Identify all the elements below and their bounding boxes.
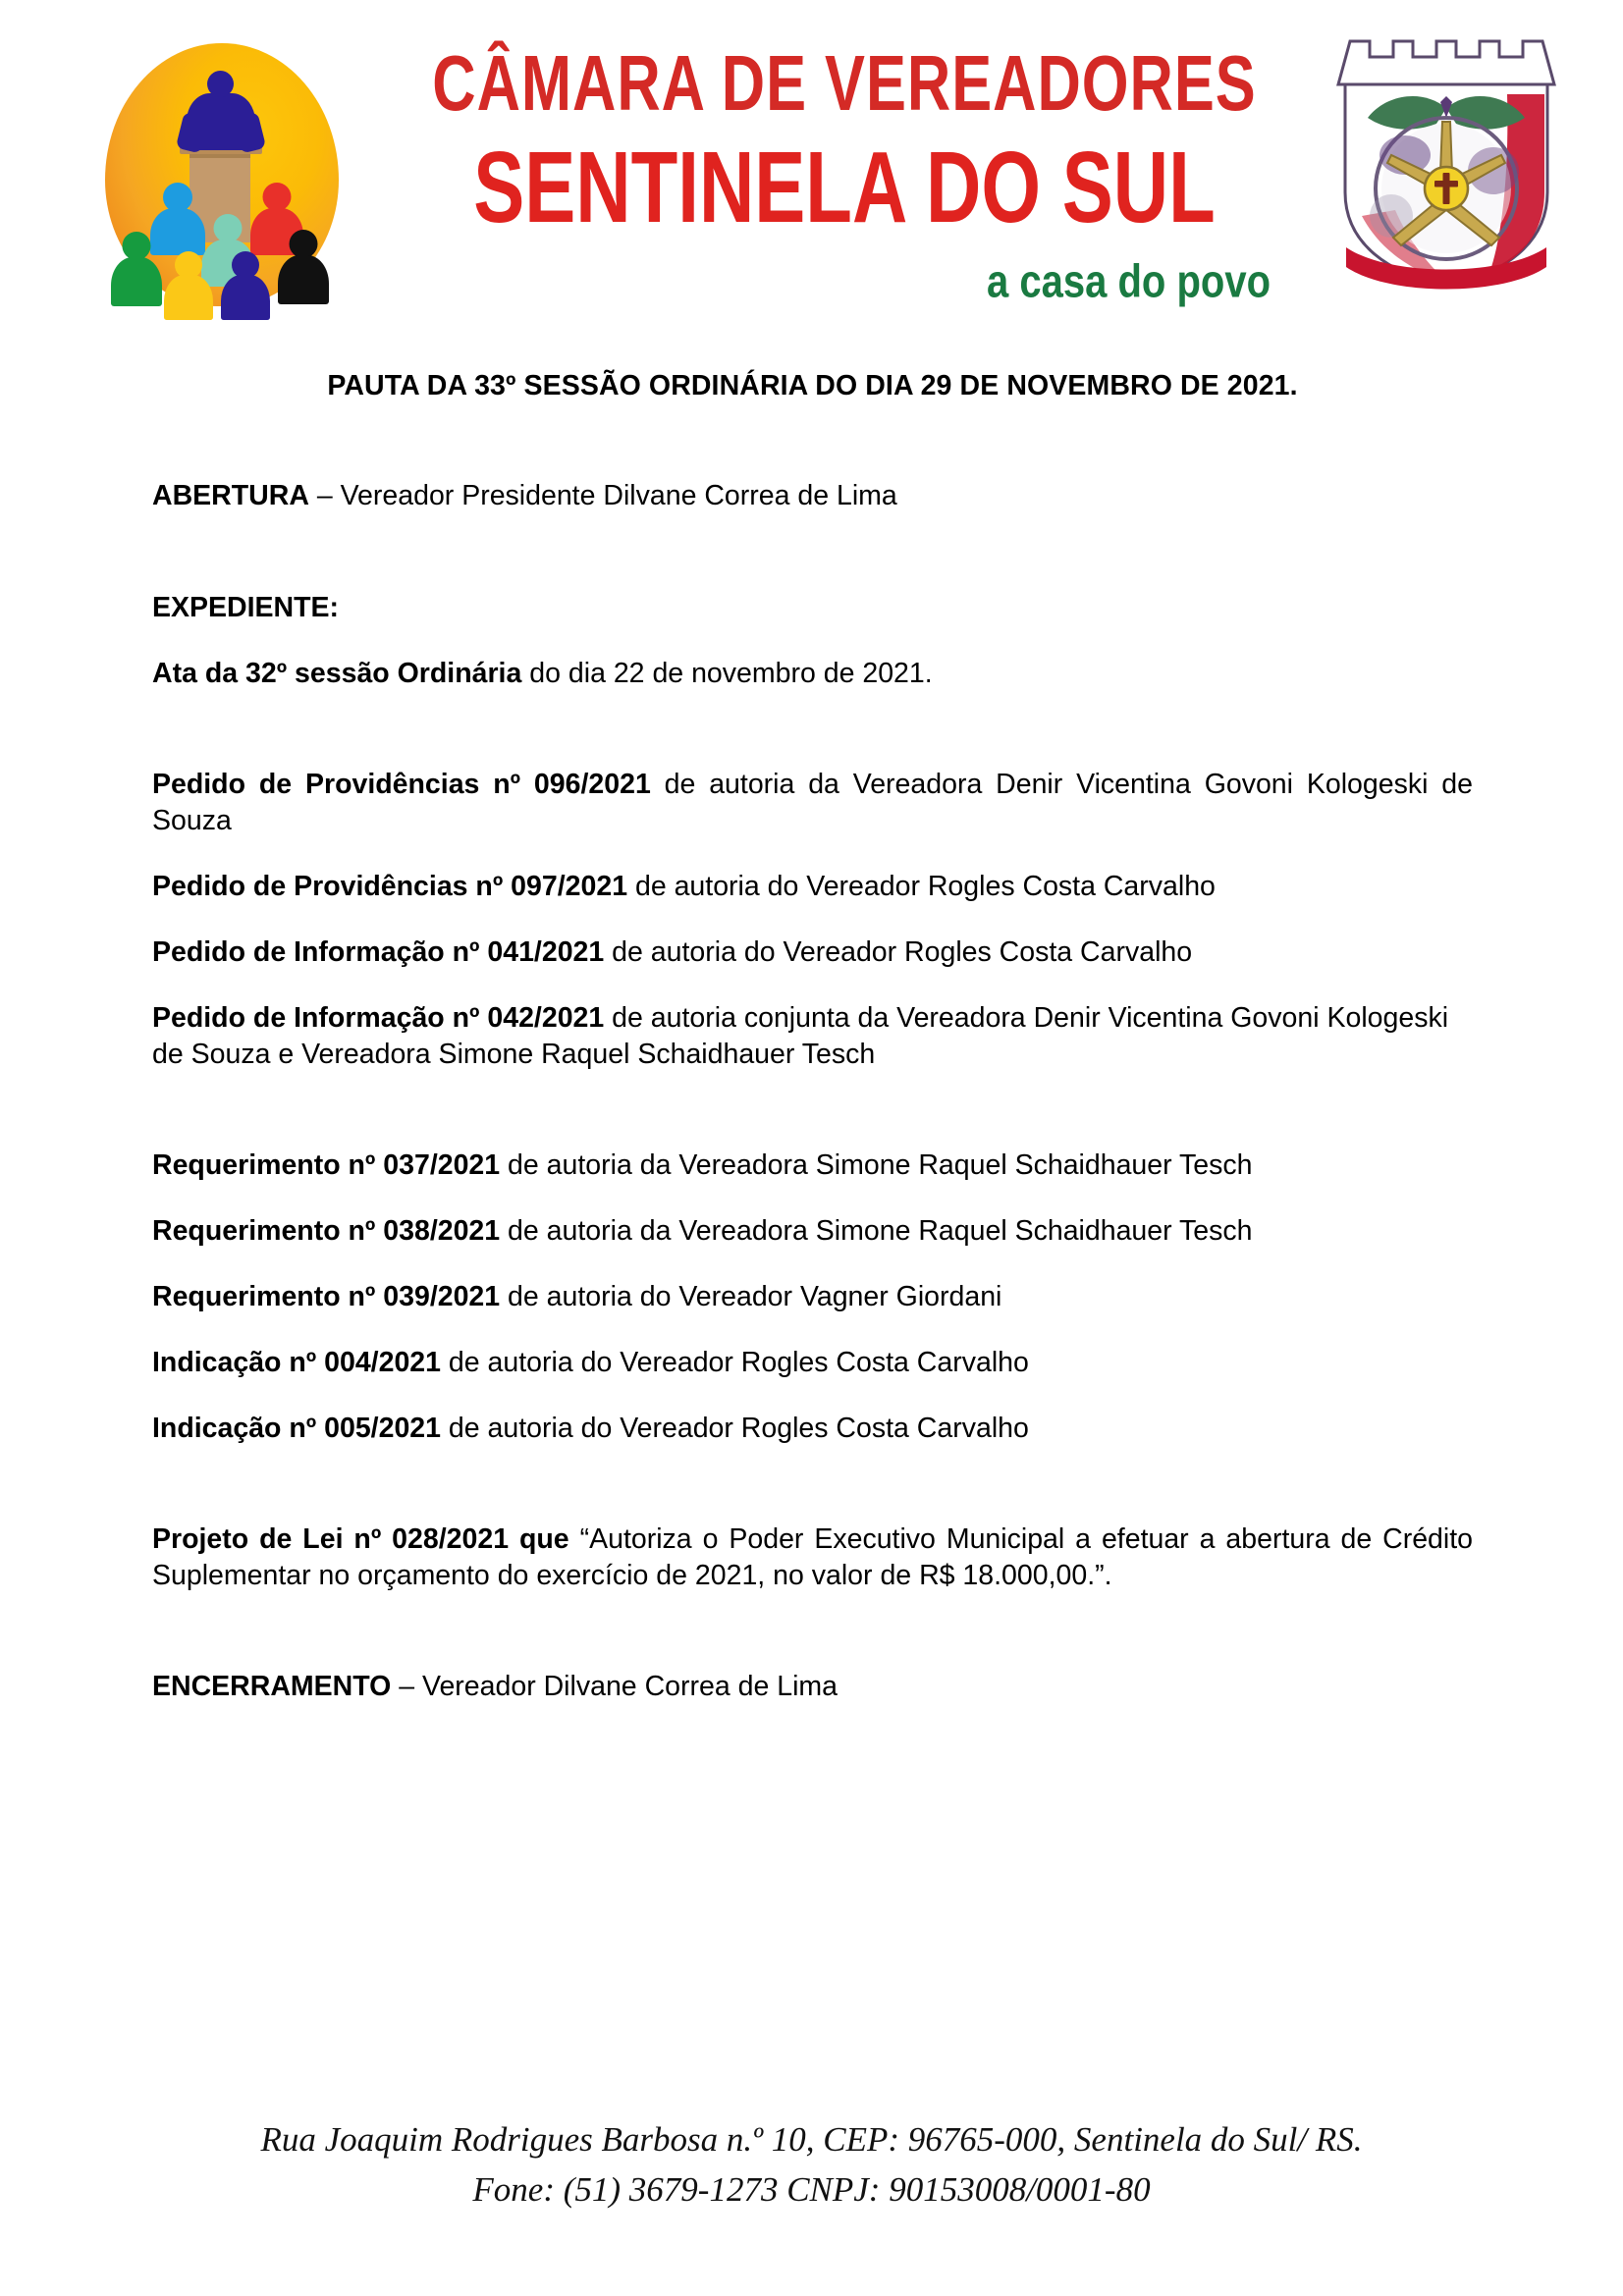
spacer <box>152 626 1473 656</box>
list-item <box>152 1000 1473 1073</box>
item-label: Indicação nº 005/2021 <box>152 1413 441 1445</box>
projeto-text: “Autoriza o Poder Executivo Municipal a efetuar a abertura de Crédito Suplementar no orçamento do exercício de 2021, no valor de R$ 18.000,00.”. <box>152 1523 1473 1592</box>
abertura-label: ABERTURA <box>152 480 309 512</box>
encerramento-text: – Vereador Dilvane Correa de Lima <box>391 1671 838 1703</box>
letterhead-tagline: a casa do povo <box>987 255 1271 307</box>
spacer <box>152 1118 1473 1148</box>
spacer <box>152 1594 1473 1639</box>
letterhead-wordmark <box>412 40 1276 307</box>
spacer <box>152 1492 1473 1522</box>
ata-text: do dia 22 de novembro de 2021. <box>521 657 933 689</box>
item-text: de autoria conjunta da Vereadora Denir Vicentina Govoni Kologeski de Souza e Vereadora Simone Raquel Schaidhauer Tesch <box>152 1001 1449 1070</box>
projeto-label: Projeto de Lei nº 028/2021 que <box>152 1523 569 1556</box>
person-black-icon <box>278 230 329 304</box>
spacer <box>152 561 1473 590</box>
list-item <box>152 1345 1473 1381</box>
list-item <box>152 767 1473 839</box>
item-label: Indicação nº 004/2021 <box>152 1347 441 1379</box>
item-text: de autoria do Vereador Rogles Costa Carvalho <box>441 1347 1029 1379</box>
letterhead-title-line1: CÂMARA DE VEREADORES <box>432 40 1257 128</box>
spacer <box>152 515 1473 561</box>
letterhead-title-line2: SENTINELA DO SUL <box>473 130 1216 244</box>
list-item <box>152 1411 1473 1447</box>
item-text: de autoria do Vereador Rogles Costa Carvalho <box>627 870 1216 902</box>
person-yellow-icon <box>164 251 213 320</box>
list-item <box>152 934 1473 971</box>
item-text: de autoria da Vereadora Denir Vicentina Govoni Kologeski de Souza <box>152 768 1473 836</box>
footer-contact: Fone: (51) 3679-1273 CNPJ: 90153008/0001-80 <box>472 2169 1151 2209</box>
page-footer <box>0 2115 1623 2216</box>
item-text: de autoria do Vereador Rogles Costa Carvalho <box>604 935 1193 968</box>
item-label: Requerimento nº 038/2021 <box>152 1214 501 1247</box>
list-item <box>152 1279 1473 1315</box>
spacer <box>152 1184 1473 1213</box>
spacer <box>152 905 1473 934</box>
camara-logo-icon <box>83 27 363 317</box>
person-navy-icon <box>221 251 270 320</box>
ata-line <box>152 656 1473 692</box>
item-label: Pedido de Informação nº 041/2021 <box>152 935 605 968</box>
speaker-head-icon <box>207 71 234 97</box>
letterhead <box>0 0 1623 344</box>
item-label: Pedido de Providências nº 096/2021 <box>152 768 651 800</box>
item-text: de autoria da Vereadora Simone Raquel Schaidhauer Tesch <box>500 1148 1253 1181</box>
spacer <box>152 1381 1473 1411</box>
coat-of-arms-icon <box>1321 24 1566 294</box>
spacer <box>152 839 1473 869</box>
speaker-body-icon <box>187 93 255 150</box>
encerramento-line <box>152 1669 1473 1705</box>
spacer <box>152 403 1473 449</box>
item-text: de autoria da Vereadora Simone Raquel Schaidhauer Tesch <box>500 1214 1253 1247</box>
encerramento-label: ENCERRAMENTO <box>152 1671 392 1703</box>
item-label: Requerimento nº 037/2021 <box>152 1148 501 1181</box>
spacer <box>152 1073 1473 1118</box>
spacer <box>152 449 1473 478</box>
projeto-de-lei-paragraph <box>152 1522 1473 1594</box>
item-text: de autoria do Vereador Rogles Costa Carvalho <box>441 1413 1029 1445</box>
abertura-text: – Vereador Presidente Dilvane Correa de Lima <box>308 480 897 512</box>
spacer <box>152 1315 1473 1345</box>
spacer <box>152 737 1473 767</box>
spacer <box>152 1447 1473 1492</box>
footer-address: Rua Joaquim Rodrigues Barbosa n.º 10, CEP: 96765-000, Sentinela do Sul/ RS. <box>260 2120 1363 2159</box>
spacer <box>152 1250 1473 1279</box>
document-body <box>152 368 1473 1705</box>
page-title: PAUTA DA 33º SESSÃO ORDINÁRIA DO DIA 29 DE NOVEMBRO DE 2021. <box>327 370 1298 401</box>
spacer <box>152 971 1473 1000</box>
list-item <box>152 869 1473 905</box>
expediente-heading: EXPEDIENTE: <box>152 591 340 623</box>
item-label: Pedido de Providências nº 097/2021 <box>152 870 628 902</box>
spacer <box>152 692 1473 737</box>
person-green-icon <box>111 232 162 306</box>
abertura-line <box>152 478 1473 514</box>
ata-label: Ata da 32º sessão Ordinária <box>152 657 522 689</box>
spacer <box>152 1639 1473 1669</box>
item-text: de autoria do Vereador Vagner Giordani <box>500 1280 1002 1312</box>
list-item <box>152 1148 1473 1184</box>
item-label: Pedido de Informação nº 042/2021 <box>152 1001 605 1034</box>
list-item <box>152 1213 1473 1250</box>
item-label: Requerimento nº 039/2021 <box>152 1280 501 1312</box>
